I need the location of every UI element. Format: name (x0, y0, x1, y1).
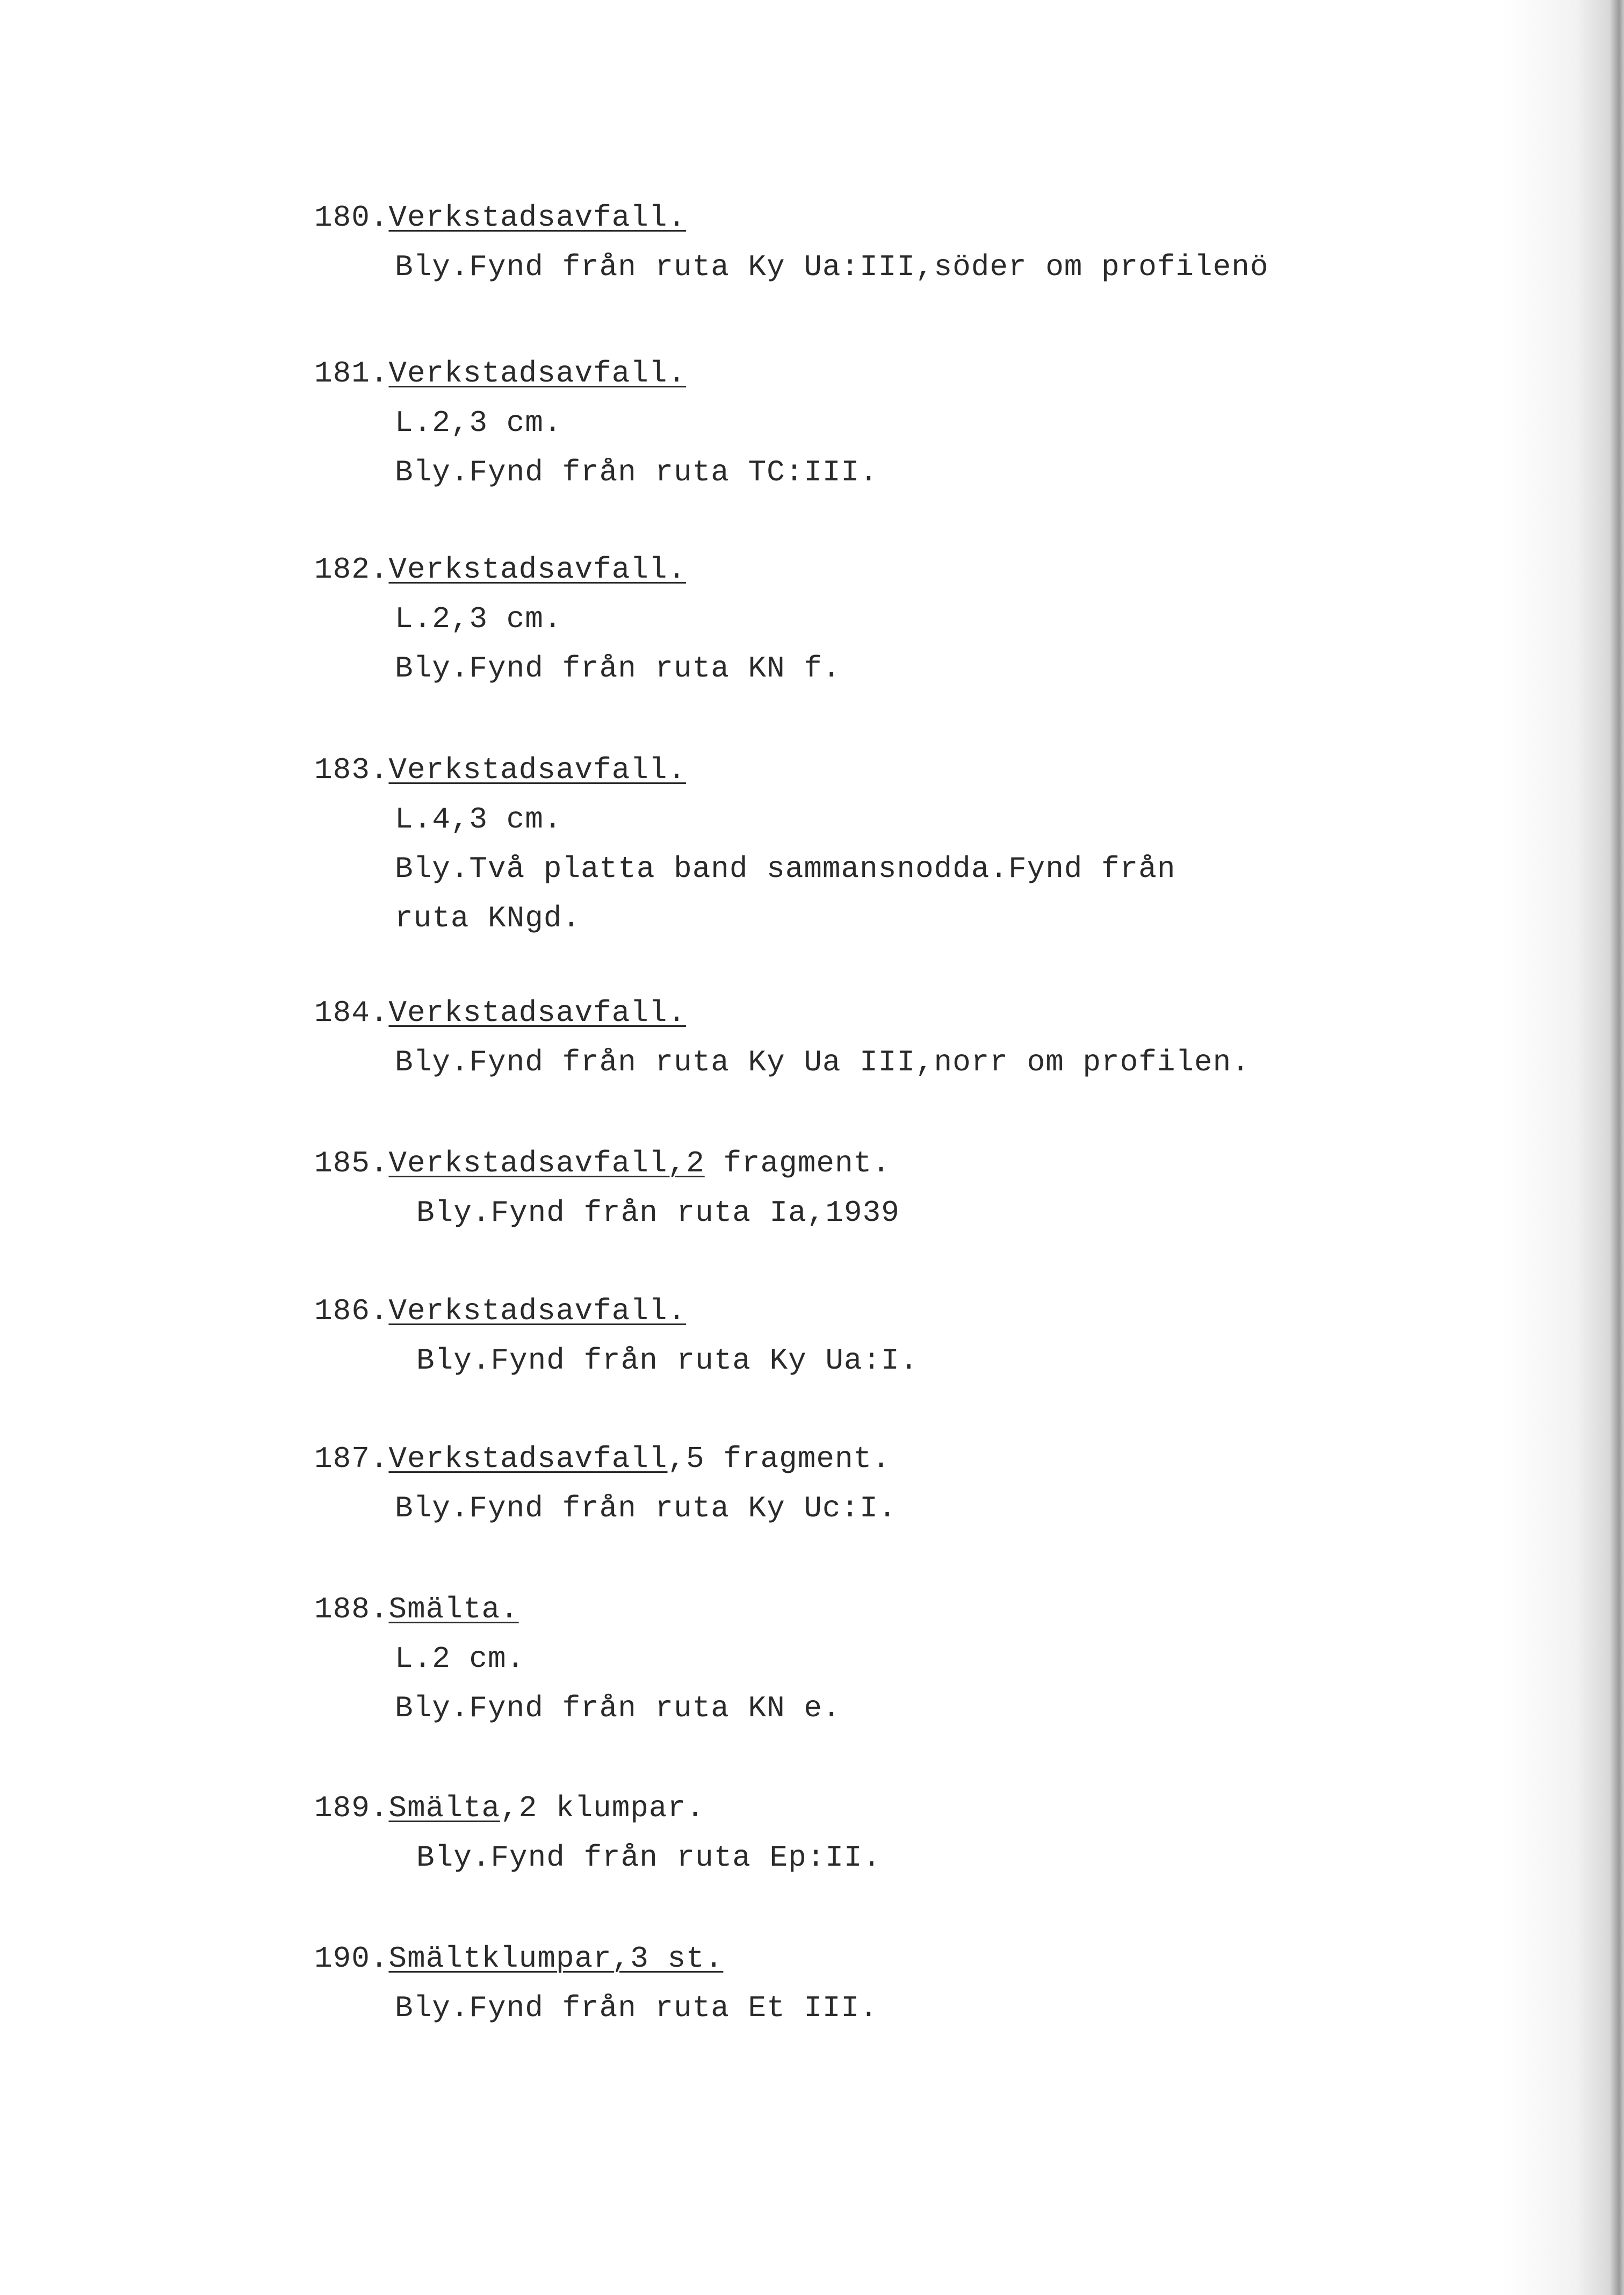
entry-detail-line: L.2,3 cm. (395, 406, 562, 440)
entry-detail-line: Bly.Fynd från ruta Ky Uc:I. (395, 1491, 897, 1526)
entry-heading (314, 994, 686, 1032)
entry-number: 183. (314, 753, 389, 787)
entry-heading (314, 751, 686, 789)
entry-detail-line: L.2 cm. (395, 1642, 525, 1676)
entry-detail-line: Bly.Fynd från ruta Ky Ua:I. (416, 1343, 919, 1378)
entry-heading (314, 551, 686, 588)
entry-detail-line: Bly.Fynd från ruta KN f. (395, 651, 841, 686)
entry-detail-line: Bly.Fynd från ruta Ky Ua:III,söder om profilenö (395, 250, 1269, 284)
entry-heading (314, 355, 686, 392)
entry-title: Verkstadsavfall (388, 1442, 668, 1476)
entry-detail-line: L.2,3 cm. (395, 602, 562, 636)
entry-number: 181. (314, 356, 389, 391)
entry-heading (314, 1440, 891, 1478)
entry-title: Verkstadsavfall. (388, 1294, 687, 1328)
entry-title: Verkstadsavfall. (388, 996, 687, 1030)
entry-title: Verkstadsavfall,2 (388, 1146, 705, 1181)
page-edge-shadow (1503, 0, 1624, 2295)
entry-number: 180. (314, 200, 389, 235)
entry-title: Smältklumpar,3 st. (388, 1941, 724, 1976)
entry-title: Smälta (388, 1791, 501, 1825)
entry-title: Smälta. (388, 1592, 519, 1627)
entry-title: Verkstadsavfall. (388, 753, 687, 787)
entry-number: 189. (314, 1791, 389, 1825)
entry-detail-line: Bly.Fynd från ruta Et III. (395, 1991, 878, 2025)
entry-title: Verkstadsavfall. (388, 552, 687, 587)
entry-number: 188. (314, 1592, 389, 1627)
entry-title-suffix: ,2 klumpar. (500, 1791, 705, 1825)
entry-detail-line: Bly.Fynd från ruta TC:III. (395, 455, 878, 490)
entry-title: Verkstadsavfall. (388, 200, 687, 235)
entry-title-suffix: fragment. (704, 1146, 891, 1181)
entry-number: 182. (314, 552, 389, 587)
entry-detail-line: Bly.Två platta band sammansnodda.Fynd från (395, 852, 1176, 886)
entry-title: Verkstadsavfall. (388, 356, 687, 391)
entry-detail-line: ruta KNgd. (395, 901, 581, 936)
entry-number: 185. (314, 1146, 389, 1181)
entry-detail-line: Bly.Fynd från ruta KN e. (395, 1691, 841, 1725)
entry-number: 186. (314, 1294, 389, 1328)
entry-detail-line: L.4,3 cm. (395, 802, 562, 837)
entry-heading (314, 1145, 891, 1182)
entry-heading (314, 199, 686, 236)
entry-title-suffix: ,5 fragment. (667, 1442, 891, 1476)
entry-heading (314, 1591, 519, 1628)
entry-heading (314, 1940, 723, 1977)
entry-heading (314, 1292, 686, 1330)
entry-detail-line: Bly.Fynd från ruta Ky Ua III,norr om profilen. (395, 1045, 1250, 1080)
entry-number: 187. (314, 1442, 389, 1476)
entry-number: 190. (314, 1941, 389, 1976)
entry-number: 184. (314, 996, 389, 1030)
entry-heading (314, 1789, 705, 1827)
entry-detail-line: Bly.Fynd från ruta Ep:II. (416, 1840, 882, 1875)
entry-detail-line: Bly.Fynd från ruta Ia,1939 (416, 1196, 900, 1230)
